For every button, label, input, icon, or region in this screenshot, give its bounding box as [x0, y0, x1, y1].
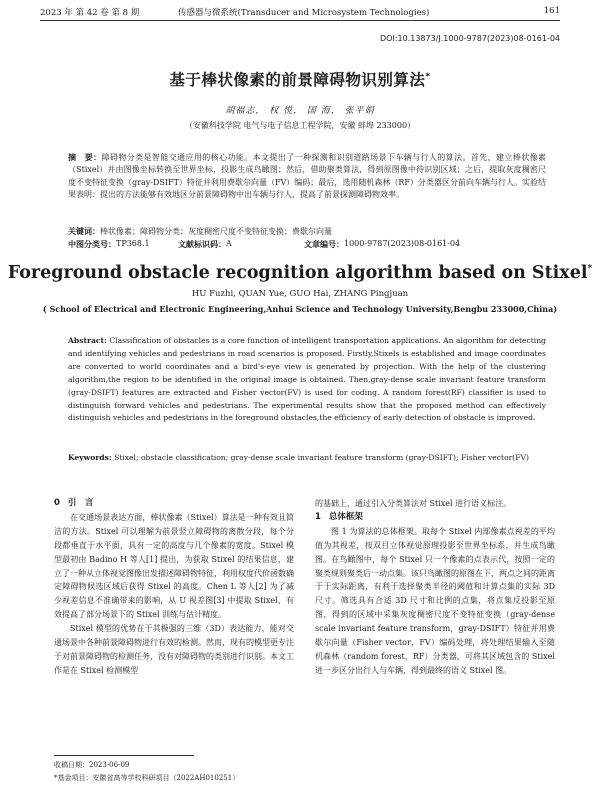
en-keywords-label: Keywords:	[68, 453, 112, 462]
en-title	[0, 263, 600, 283]
journal-issue: 2023 年 第 42 卷 第 8 期	[40, 8, 140, 18]
paragraph: Stixel 模型的优势在于其极强的三维（3D）表达能力，能对交通场景中各种前景障碍物进行有效的检测。然而，现有的模型更专注于对前景障碍物的检测任务，没有对障碍物的类别进行识别。本文工作是在 Stixel 检测模型	[54, 624, 294, 675]
en-abstract-text: Classification of obstacles is a core function of intelligent transportation applications. An algorithm for detecting and identifying vehicles and pedestrians in road scenarios is proposed. Firstly,Stixels is established and image coordinates are converted to world coordinates and a bird's-eye view is generated by projection. With the help of the clustering algorithm,the region to be identified in the original image is obtained. Then,gray-dense scale invariant feature transform (gray-DSIFT) features are extracted and Fisher vector(FV) is used for coding. A random forest(RF) classifier is used to distinguish forward vehicles and pedestrians. The experimental results show that the proposed method can effectively distinguish vehicles and pedestrians in the foreground obstacles,the efficiency of early detection of obstacle is improved.	[68, 336, 546, 423]
en-keywords-text: Stixel; obstacle classification; gray-dense scale invariant feature transform (gray-DSIFT); Fisher vector(FV)	[114, 453, 529, 462]
cn-abstract-label: 摘 要：	[68, 152, 102, 162]
cn-title	[0, 68, 600, 90]
cn-classification-line	[68, 239, 546, 251]
article-no-value: 1000-9787(2023)08-0161-04	[344, 239, 461, 248]
body-left-column	[54, 497, 294, 678]
section-number: 0	[54, 498, 60, 508]
cn-abstract-text: 障碍物分类是智能交通应用的核心功能。本文提出了一种探测和识别道路场景下车辆与行人的算法。首先，建立棒状像素（Stixel）并由图像坐标转换至世界坐标，投影生成鸟瞰图；然后，借助聚类算法，得到原图像中待识别区域；之后，提取灰度稠密尺度不变特征变换（gray-DSIFT）特征并利用费歇尔向量（FV）编码；最后，选用随机森林（RF）分类器区分前向车辆与行人。实验结果表明：提出的方法能够有效地区分前景障碍物中出车辆与行人，提高了前景探测障碍物效率。	[68, 153, 547, 199]
footnote-divider	[54, 755, 194, 756]
cn-title-text: 基于棒状像素的前景障碍物识别算法	[169, 71, 426, 89]
section-heading-intro	[54, 497, 294, 511]
doc-code-label: 文献标识码：	[178, 239, 226, 249]
cn-keywords	[68, 225, 546, 238]
paragraph: 图 1 为算法的总体框架。取每个 Stixel 内部像素点视差的平均值为其视差，按双目立体视觉原理投影至世界坐标系，并生成鸟瞰图。在鸟瞰图中，每个 Stixel 只一个像素的点表示代，按照一定的聚类规则聚类后一动点集。该只鸟瞰图的原图在下，两点之间的距离于于实际距离，有利于选择聚类半径的阈值和计算点集的实际 3D 尺寸。筛选具有合适 3D 尺寸和比例的点集，将点集反投影至原图，得到的区域中采集灰度稠密尺度不变特征变换（gray-dense scale invariant feature transform，gray-DSIFT）特征并用费歇尔向量（Fisher vector，FV）编码处理，将处理结果输入至随机森林（random forest，RF）分类器，可将其区域包含的 Stixel 进一步区分出行人与车辆，得到最终的语义 Stixel 图。	[315, 526, 555, 675]
cn-keywords-text: 棒状像素；障碍物分类；灰度稠密尺度不变特征变换；费歇尔向量	[100, 227, 332, 236]
cn-affiliation: （安徽科技学院 电气与电子信息工程学院，安徽 蚌埠 233000）	[184, 121, 416, 130]
paragraph: 的基础上，通过引入分类算法对 Stixel 进行语义标注。	[315, 499, 512, 508]
en-keywords	[68, 452, 546, 465]
cn-title-mark: *	[425, 71, 431, 82]
doi: DOI:10.13873/J.1000-9787(2023)08-0161-04	[380, 34, 560, 43]
footnote-received: 收稿日期：2023-06-09	[54, 761, 130, 769]
running-header	[0, 0, 600, 22]
fund-mark: *	[54, 774, 58, 782]
en-abstract-label: Abstract:	[68, 336, 107, 345]
clc-label: 中图分类号：	[68, 239, 116, 249]
en-title-text: Foreground obstacle recognition algorithm based on Stixel	[7, 263, 588, 283]
en-title-mark: *	[587, 264, 593, 275]
paragraph: 在交通场景表达方面，棒状像素（Stixel）算法是一种有效且简洁的方法。Stixel 可以理解为前景竖立障碍物的离散分段，每个分段都垂直于水平面，具有一定的高度与几个像素的宽度。Stixel 模型最初由 Badino H 等人[1] 提出，为获取 Stixel 的结果信息，建立了一种从立体视觉图像出发描述障碍物特征，利用权度代价函数确定障碍物候选区域后获得 Stixel 的高度。Chen L 等人[2] 为了减少视差信息不准确带来的影响，从 U 视差图[3] 中提取 Stixel，有效提高了部分场景下的 Stixel 训练与估计精度。	[54, 512, 294, 620]
article-no-label: 文章编号：	[304, 239, 344, 249]
journal-name: 传感器与微系统(Transducer and Microsystem Technologies)	[178, 8, 430, 18]
clc	[68, 239, 150, 250]
header-divider	[40, 20, 560, 21]
article-no	[304, 239, 461, 250]
en-abstract	[68, 335, 546, 425]
page-number: 161	[543, 6, 560, 16]
fund-text: 基金项目：安徽省高等学校科研项目（2022AH010251）	[57, 774, 240, 782]
doc-code-value: A	[226, 239, 232, 248]
cn-keywords-label: 关键词：	[68, 226, 100, 236]
doc-code	[178, 239, 232, 250]
cn-abstract	[68, 151, 546, 201]
body-right-column	[315, 497, 555, 678]
cn-authors: 胡福志， 权 悦， 国 海， 张平娟	[225, 106, 375, 116]
section-title: 引 言	[67, 498, 94, 508]
clc-value: TP368.1	[116, 239, 150, 248]
en-affiliation: ( School of Electrical and Electronic Engineering,Anhui Science and Technology University,Bengbu 233000,China)	[42, 304, 558, 314]
en-authors: HU Fuzhi, QUAN Yue, GUO Hai, ZHANG Pingjuan	[191, 289, 409, 299]
section-title: 总体框架	[328, 511, 363, 522]
section-heading-framework	[315, 511, 555, 525]
footnote-fund	[54, 773, 239, 783]
section-number: 1	[315, 511, 321, 522]
